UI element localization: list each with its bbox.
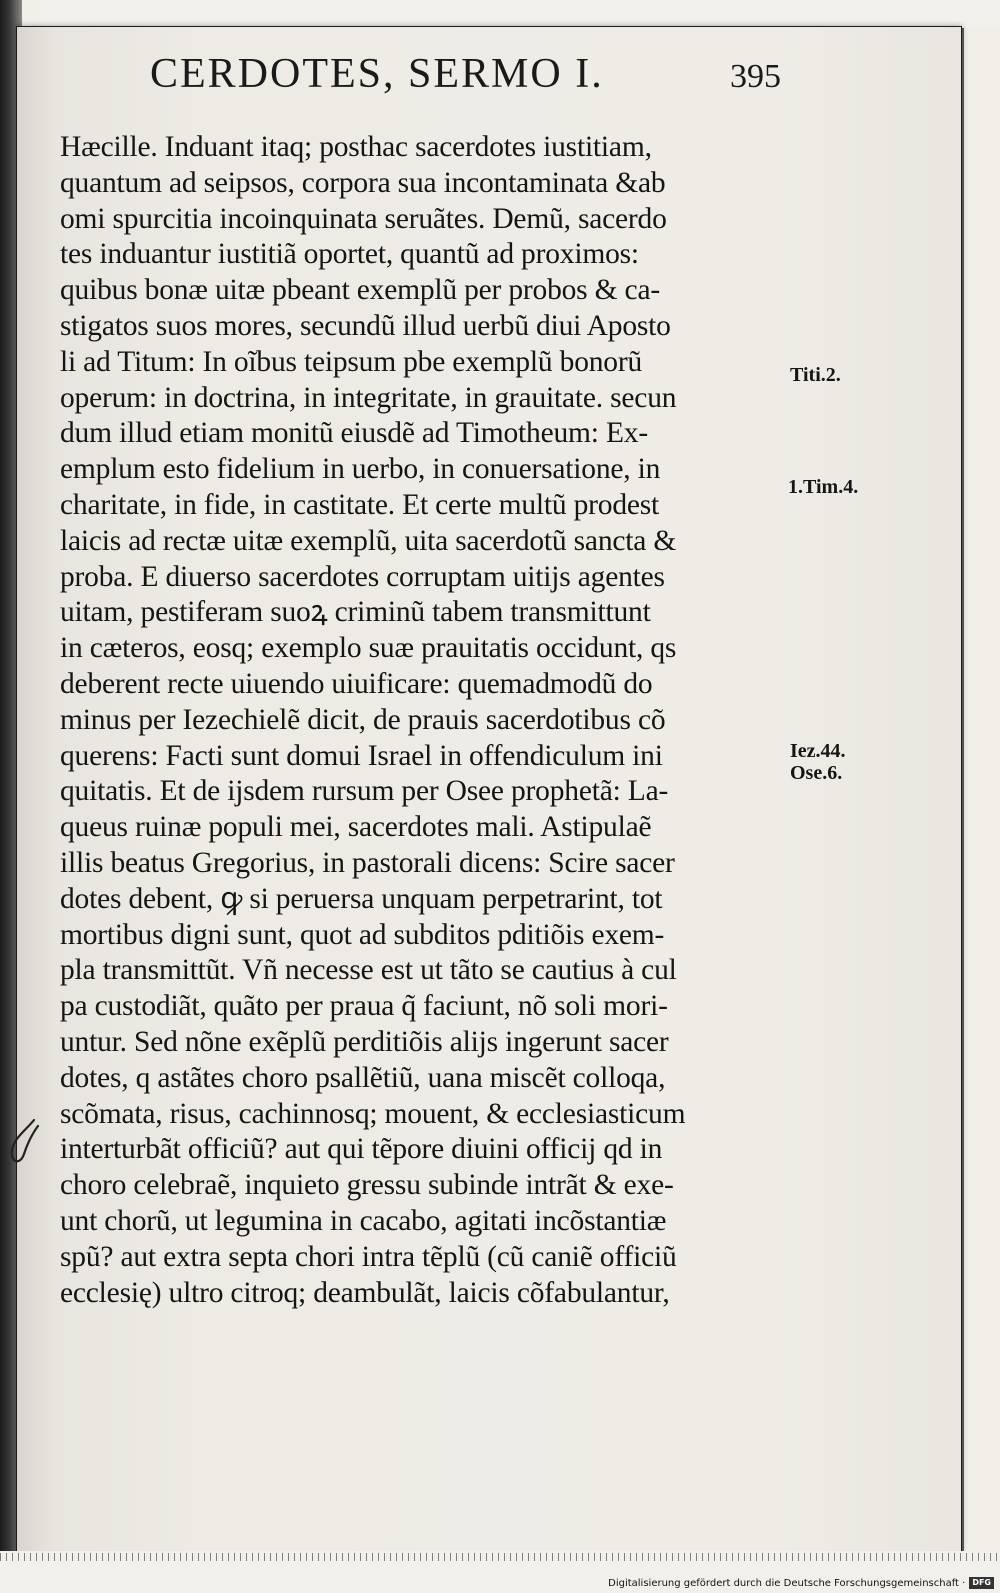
credit-text: Digitalisierung gefördert durch die Deutsche Forschungsgemeinschaft · xyxy=(608,1578,966,1589)
body-text-block xyxy=(60,130,780,1380)
text-line: laicis ad rectæ uitæ exemplũ, uita sacerdotũ sancta & xyxy=(60,524,677,557)
text-line: dotes debent, ꝙ si peruersa unquam perpetrarint, tot xyxy=(60,882,663,915)
text-line: li ad Titum: In oĩbus teipsum pbe exemplũ bonorũ xyxy=(60,345,643,378)
text-line: uitam, pestiferam suoꝝ criminũ tabem transmittunt xyxy=(60,596,651,629)
page-number: 395 xyxy=(730,58,781,95)
text-line: illis beatus Gregorius, in pastorali dicens: Scire sacer xyxy=(60,846,675,879)
margin-note-hosea: Ose.6. xyxy=(790,762,843,784)
text-line: Hæcille. Induant itaq; posthac sacerdotes iustitiam, xyxy=(60,131,652,163)
margin-note-ezekiel: Iez.44. xyxy=(790,740,846,762)
digitization-credit xyxy=(608,1576,994,1592)
text-line: emplum esto fidelium in uerbo, in conuersatione, in xyxy=(60,453,661,486)
text-line: quitatis. Et de ijsdem rursum per Osee prophetã: La- xyxy=(60,775,669,808)
text-line: pla transmittũt. Vñ necesse est ut tãto se cautius à cul xyxy=(60,954,677,987)
text-line: pa custodiãt, quãto per praua q̃ faciunt, nõ soli mori- xyxy=(60,990,668,1023)
text-line: quibus bonæ uitæ pbeant exemplũ per probos & ca- xyxy=(60,274,660,307)
dfg-logo: DFG xyxy=(969,1577,994,1589)
text-line: mortibus digni sunt, quot ad subditos pditiõis exem- xyxy=(60,918,665,951)
text-line: unt chorũ, ut legumina in cacabo, agitati incõstantiæ xyxy=(60,1204,667,1237)
text-line: charitate, in fide, in castitate. Et certe multũ prodest xyxy=(60,488,660,521)
handwritten-margin-mark xyxy=(4,1116,44,1176)
margin-note-titus: Titi.2. xyxy=(790,364,841,386)
text-line: querens: Facti sunt domui Israel in offendiculum ini xyxy=(60,739,663,772)
text-line: dum illud etiam monitũ eiusdẽ ad Timotheum: Ex- xyxy=(60,417,648,450)
text-line: queus ruinæ populi mei, sacerdotes mali. Astipulaẽ xyxy=(60,811,652,844)
text-line: quantum ad seipsos, corpora sua incontaminata &ab xyxy=(60,166,666,199)
text-line: minus per Iezechielẽ dicit, de prauis sacerdotibus cõ xyxy=(60,703,666,736)
text-line: spũ? aut extra septa chori intra tẽplũ (cũ caniẽ officiũ xyxy=(60,1240,677,1273)
scan-edge-ruler xyxy=(0,1553,1000,1561)
text-line: proba. E diuerso sacerdotes corruptam uitijs agentes xyxy=(60,560,665,593)
text-line: scõmata, risus, cachinnosq; mouent, & ecclesiasticum xyxy=(60,1097,686,1130)
text-line: deberent recte uiuendo uiuificare: quemadmodũ do xyxy=(60,667,653,700)
text-line: choro celebraẽ, inquieto gressu subinde intrãt & exe- xyxy=(60,1169,674,1202)
text-line: untur. Sed nõne exẽplũ perditiõis alijs ingerunt sacer xyxy=(60,1025,669,1058)
text-line: stigatos suos mores, secundũ illud uerbũ diui Aposto xyxy=(60,309,671,342)
text-line: tes induantur iustitiã oportet, quantũ ad proximos: xyxy=(60,238,639,271)
scan-top-margin xyxy=(40,0,1000,26)
running-title: CERDOTES, SERMO I. xyxy=(150,51,604,97)
text-line: omi spurcitia incoinquinata seruãtes. Demũ, sacerdo xyxy=(60,202,667,235)
text-line: dotes, q astãtes choro psallẽtiũ, uana miscẽt colloqa, xyxy=(60,1061,666,1094)
text-line: ecclesię) ultro citroq; deambulãt, laicis cõfabulantur, xyxy=(60,1276,670,1309)
text-line: operum: in doctrina, in integritate, in grauitate. secun xyxy=(60,381,677,414)
margin-note-timothy: 1.Tim.4. xyxy=(788,476,859,498)
text-line: in cæteros, eosq; exemplo suæ prauitatis occidunt, qs xyxy=(60,632,677,665)
text-line: interturbãt officiũ? aut qui tẽpore diuini officij qd in xyxy=(60,1133,663,1166)
